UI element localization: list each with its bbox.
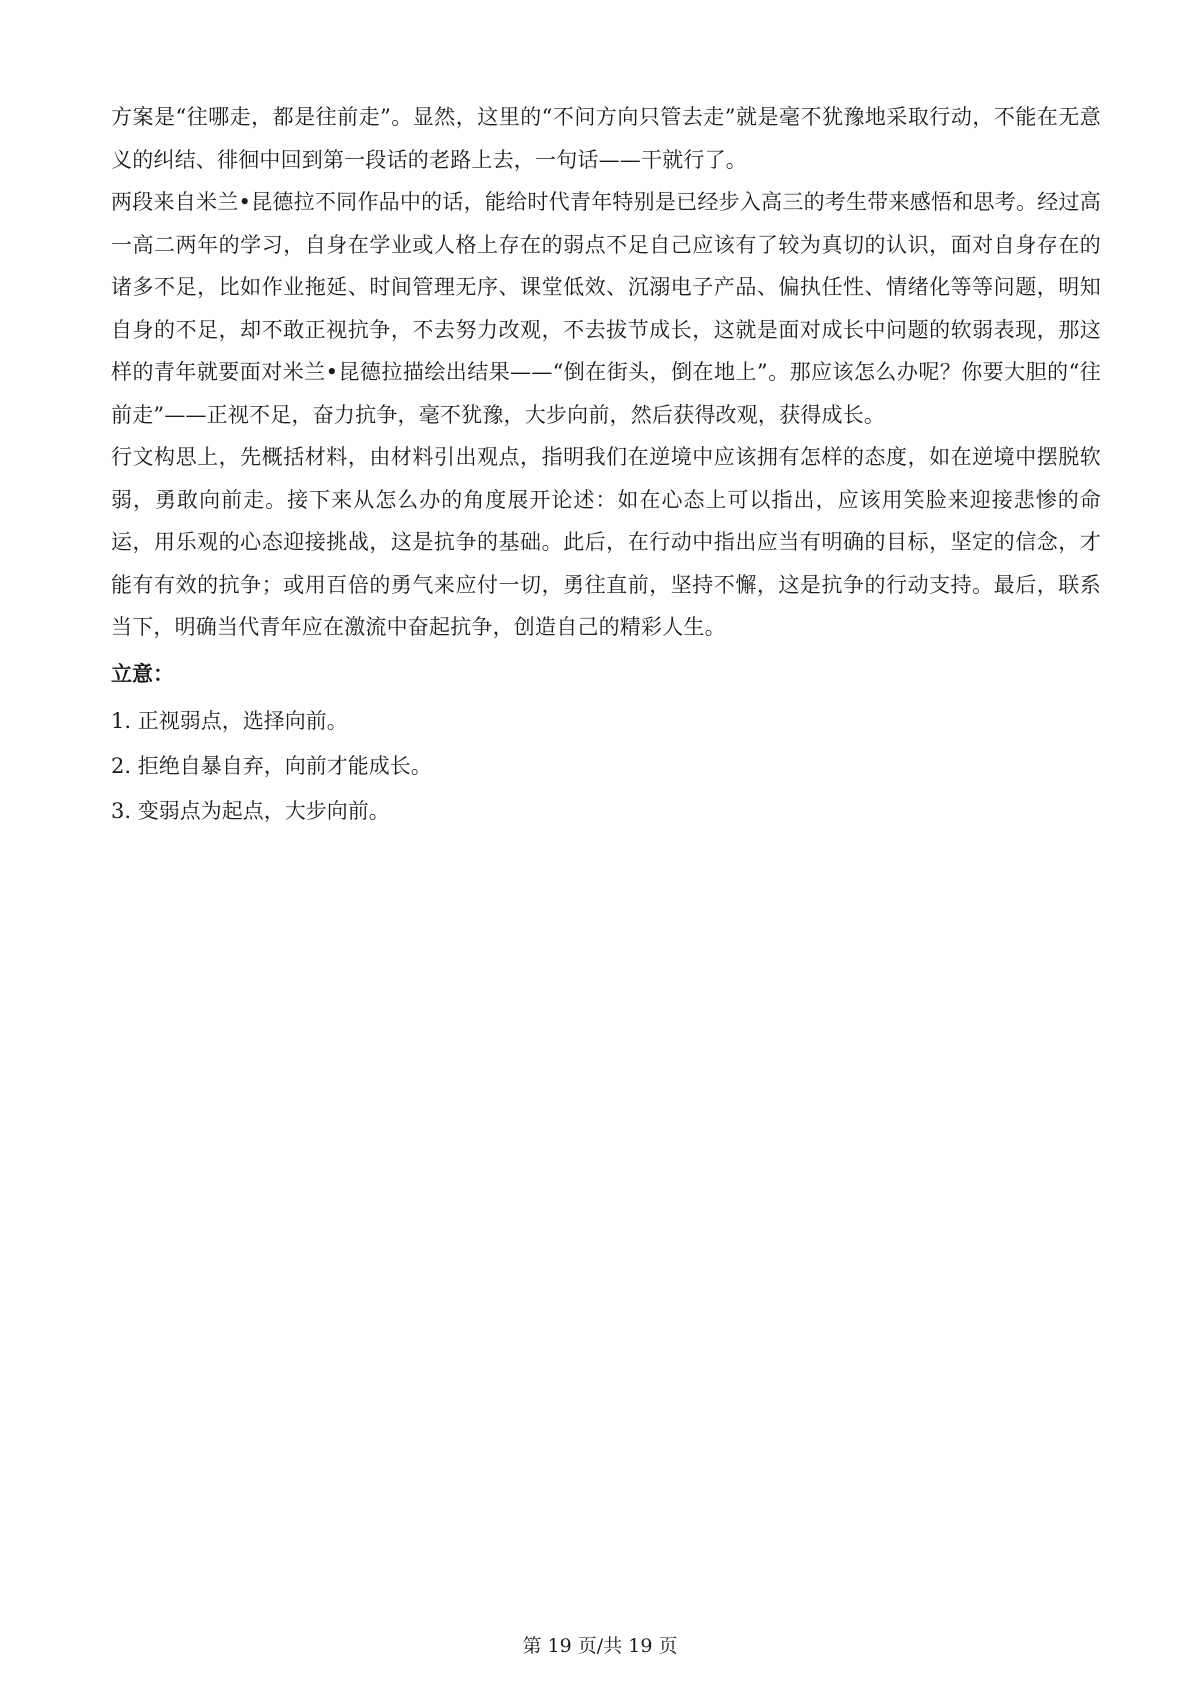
paragraph-2: 两段来自米兰•昆德拉不同作品中的话，能给时代青年特别是已经步入高三的考生带来感悟和思考。经过高一高二两年的学习，自身在学业或人格上存在的弱点不足自己应该有了较为真切的认识，面对自身存在的诸多不足，比如作业拖延、时间管理无序、课堂低效、沉溺电子产品、偏执任性、情绪化等等问题，明知自身的不足，却不敢正视抗争，不去努力改观，不去拔节成长，这就是面对成长中问题的软弱表现，那这样的青年就要面对米兰•昆德拉描绘出结果——“倒在街头，倒在地上”。那应该怎么办呢？你要大胆的“往前走”——正视不足，奋力抗争，毫不犹豫，大步向前，然后获得改观，获得成长。 xyxy=(111,190,1101,427)
section-heading: 立意： xyxy=(111,660,174,686)
document-body xyxy=(111,96,1101,834)
list-item-1: 1. 正视弱点，选择向前。 xyxy=(111,708,348,733)
list-item-3: 3. 变弱点为起点，大步向前。 xyxy=(111,798,390,823)
page-number-footer: 第 19 页/共 19 页 xyxy=(522,1635,678,1657)
list-item-2: 2. 拒绝自暴自弃，向前才能成长。 xyxy=(111,753,432,778)
paragraph-1: 方案是“往哪走，都是往前走”。显然，这里的“不问方向只管去走”就是毫不犹豫地采取行动，不能在无意义的纠结、徘徊中回到第一段话的老路上去，一句话——干就行了。 xyxy=(111,105,1101,172)
paragraph-3: 行文构思上，先概括材料，由材料引出观点，指明我们在逆境中应该拥有怎样的态度，如在逆境中摆脱软弱，勇敢向前走。接下来从怎么办的角度展开论述：如在心态上可以指出，应该用笑脸来迎接悲惨的命运，用乐观的心态迎接挑战，这是抗争的基础。此后，在行动中指出应当有明确的目标，坚定的信念，才能有有效的抗争；或用百倍的勇气来应付一切，勇往直前，坚持不懈，这是抗争的行动支持。最后，联系当下，明确当代青年应在激流中奋起抗争，创造自己的精彩人生。 xyxy=(111,445,1101,639)
